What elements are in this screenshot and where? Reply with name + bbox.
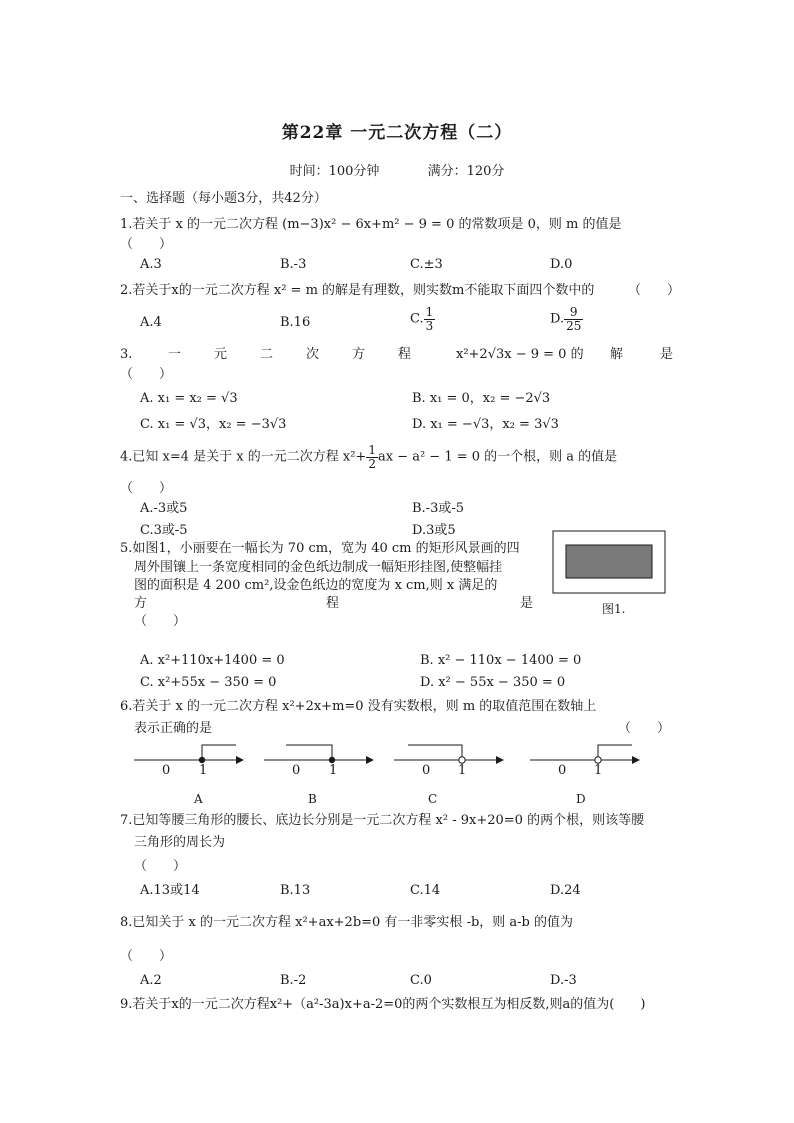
q8-option-a: A.2 (140, 973, 162, 988)
q4-option-b: B.-3或-5 (412, 501, 465, 516)
q3-c4: 次 (306, 347, 320, 362)
q5-line3: 图的面积是 4 200 cm²,设金色纸边的宽度为 x cm,则 x 满足的 (134, 578, 498, 593)
q7-option-b: B.13 (280, 883, 311, 898)
number-line-d (528, 740, 646, 780)
q1-paren: （ ） (120, 237, 173, 252)
q2-paren: （ ） (628, 283, 681, 298)
q5-option-b: B. x² − 110x − 1400 = 0 (420, 653, 582, 668)
number-line-a (132, 740, 250, 780)
q8-option-b: B.-2 (280, 973, 307, 988)
q4-option-c: C.3或-5 (140, 523, 188, 538)
q5-option-c: C. x²+55x − 350 = 0 (140, 675, 277, 690)
q5-line4-b: 程 (326, 596, 340, 611)
q3-option-d: D. x₁ = −√3，x₂ = 3√3 (412, 417, 559, 432)
line-b-one: 1 (329, 763, 338, 778)
exam-meta (0, 160, 794, 179)
q7-line2: 三角形的周长为 (134, 835, 226, 850)
q5-option-a: A. x²+110x+1400 = 0 (140, 653, 285, 668)
q1-option-c: C.±3 (410, 257, 443, 272)
figure-1-painting (566, 545, 652, 578)
q6-paren: （ ） (618, 721, 671, 736)
q3-c6: 程 (398, 347, 412, 362)
number-line-b (262, 740, 380, 780)
q8-paren: （ ） (120, 949, 173, 964)
q8-option-c: C.0 (410, 973, 432, 988)
q4-option-d: D.3或5 (412, 523, 456, 538)
q4-stem: 4.已知 x=4 是关于 x 的一元二次方程 x²+ $\frac{1}{2}$ ax − a² − 1 = 0 的一个根，则 a 的值是 (120, 443, 618, 471)
q4-paren: （ ） (120, 481, 173, 496)
q3-tail-0: 解 (610, 347, 624, 362)
line-c-label: C (428, 792, 438, 806)
q6-line1: 6.若关于 x 的一元二次方程 x²+2x+m=0 没有实数根，则 m 的取值范围在数轴上 (120, 699, 597, 714)
q4-option-a: A.-3或5 (140, 501, 188, 516)
q9-stem: 9.若关于x的一元二次方程x²+（a²-3a)x+a-2=0的两个实数根互为相反数,则a的值为( ) (120, 997, 646, 1012)
q3-option-c: C. x₁ = √3，x₂ = −3√3 (140, 417, 287, 432)
page-title: 第22章 一元二次方程（二） (281, 123, 513, 143)
q5-line4-c: 是 (520, 596, 534, 611)
q2-option-a: A.4 (140, 315, 162, 330)
line-b-zero: 0 (292, 763, 301, 778)
q3-c2: 元 (214, 347, 228, 362)
q2-option-b: B.16 (280, 315, 311, 330)
line-d-label: D (576, 792, 586, 806)
q5-line1: 5.如图1，小丽要在一幅长为 70 cm，宽为 40 cm 的矩形风景画的四 (120, 541, 520, 556)
line-a-zero: 0 (162, 763, 171, 778)
q7-option-c: C.14 (410, 883, 441, 898)
q2-d-numerator: 9 (564, 306, 583, 320)
line-a-one: 1 (199, 763, 208, 778)
q3-c5: 方 (352, 347, 366, 362)
q3-c1: 一 (168, 347, 182, 362)
q2-option-d: D. $\frac{9}{25}$ (550, 305, 582, 333)
line-d-one: 1 (594, 763, 603, 778)
q8-option-d: D.-3 (550, 973, 577, 988)
q7-option-a: A.13或14 (140, 883, 200, 898)
line-b-label: B (308, 792, 317, 806)
q3-equation: x²+2√3x − 9 = 0 的 (456, 347, 584, 362)
q3-option-b: B. x₁ = 0，x₂ = −2√3 (412, 391, 551, 406)
section-heading: 一、选择题（每小题3分，共42分） (120, 191, 327, 206)
total-score: 满分：120分 (427, 164, 505, 179)
q6-line2: 表示正确的是 (134, 721, 213, 736)
number-line-c (392, 740, 510, 780)
time-limit: 时间：100分钟 (289, 164, 380, 179)
line-d-zero: 0 (558, 763, 567, 778)
q5-line4-a: 方 (134, 596, 148, 611)
q5-option-d: D. x² − 55x − 350 = 0 (420, 675, 566, 690)
q2-c-numerator: 1 (425, 305, 434, 319)
q1-option-a: A.3 (140, 257, 162, 272)
q7-option-d: D.24 (550, 883, 581, 898)
q5-line2: 周外围镶上一条宽度相同的金色纸边制成一幅矩形挂图,使整幅挂 (134, 560, 503, 575)
q5-paren: （ ） (134, 614, 187, 629)
line-c-one: 1 (458, 763, 467, 778)
q1-option-d: D.0 (550, 257, 573, 272)
q2-stem: 2.若关于x的一元二次方程 x² = m 的解是有理数，则实数m不能取下面四个数中的 (120, 283, 595, 298)
q4-frac-numerator: 1 (368, 443, 376, 457)
q1-option-b: B.-3 (280, 257, 307, 272)
line-c-zero: 0 (422, 763, 431, 778)
q1-stem: 1.若关于 x 的一元二次方程 (m−3)x² − 6x+m² − 9 = 0 的常数项是 0，则 m 的值是 (120, 217, 622, 232)
figure-1-label: 图1. (602, 602, 626, 616)
q2-option-c: C. $\frac{1}{3}$ (410, 305, 434, 333)
q3-c3: 二 (260, 347, 274, 362)
q7-paren: （ ） (134, 859, 187, 874)
q4-frac-denominator: 2 (368, 457, 376, 471)
figure-1-frame (552, 530, 668, 596)
q3-tail-1: 是 (660, 347, 674, 362)
q3-paren: （ ） (120, 367, 173, 382)
q2-d-denominator: 25 (566, 319, 582, 333)
q3-option-a: A. x₁ = x₂ = √3 (140, 391, 238, 406)
q8-stem: 8.已知关于 x 的一元二次方程 x²+ax+2b=0 有一非零实根 -b，则 a-b 的值为 (120, 915, 574, 930)
line-a-label: A (194, 792, 203, 806)
q2-c-denominator: 3 (425, 319, 434, 333)
q3-c0: 3. (120, 347, 133, 362)
q7-line1: 7.已知等腰三角形的腰长、底边长分别是一元二次方程 x² - 9x+20=0 的两个根，则该等腰 (120, 813, 645, 828)
